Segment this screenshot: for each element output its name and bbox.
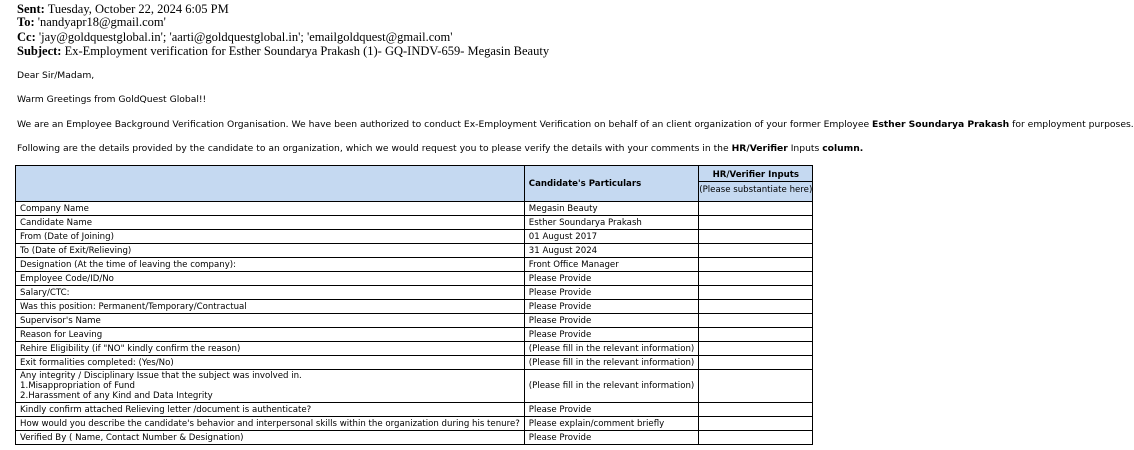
request-bold-hr: HR/Verifier	[731, 143, 788, 154]
sent-value: Tuesday, October 22, 2024 6:05 PM	[47, 2, 229, 16]
salutation: Dear Sir/Madam,	[17, 70, 95, 81]
integrity-line-1: Any integrity / Disciplinary Issue that the subject was involved in.	[20, 371, 302, 381]
row-value: Front Office Manager	[524, 258, 698, 272]
header-cell-blank	[16, 166, 525, 202]
row-value: Please Provide	[524, 272, 698, 286]
row-label: Candidate Name	[16, 216, 525, 230]
to-label: To:	[17, 15, 35, 29]
table-row	[16, 202, 813, 216]
table-row	[16, 356, 813, 370]
row-value: Esther Soundarya Prakash	[524, 216, 698, 230]
row-value: Please explain/comment briefly	[524, 417, 698, 431]
verifier-input-cell[interactable]	[699, 216, 813, 230]
row-label: Verified By ( Name, Contact Number & Designation)	[16, 431, 525, 445]
table-header-row	[16, 166, 813, 202]
row-value: Please Provide	[524, 300, 698, 314]
to-value: 'nandyapr18@gmail.com'	[37, 15, 166, 29]
table-row	[16, 230, 813, 244]
header-hr-verifier	[699, 166, 813, 202]
row-label: How would you describe the candidate's behavior and interpersonal skills within the organization during his tenure?	[16, 417, 525, 431]
table-row	[16, 403, 813, 417]
email-cc-line	[17, 30, 452, 45]
table-row	[16, 342, 813, 356]
row-value: (Please fill in the relevant information)	[524, 370, 698, 403]
verifier-input-cell[interactable]	[699, 244, 813, 258]
verifier-input-cell[interactable]	[699, 417, 813, 431]
table-row	[16, 272, 813, 286]
row-label: Reason for Leaving	[16, 328, 525, 342]
verifier-input-cell[interactable]	[699, 202, 813, 216]
intro-prefix: We are an Employee Background Verification Organisation. We have been authorized to conduct Ex-Employment Verification on behalf of an client organization of your former Employee	[17, 119, 873, 130]
email-to-line	[17, 15, 166, 30]
table-row	[16, 258, 813, 272]
row-value: Please Provide	[524, 314, 698, 328]
sent-label: Sent:	[17, 2, 45, 16]
verifier-input-cell[interactable]	[699, 356, 813, 370]
row-label: Company Name	[16, 202, 525, 216]
verifier-input-cell[interactable]	[699, 431, 813, 445]
row-value: Please Provide	[524, 286, 698, 300]
table-row-integrity	[16, 370, 813, 403]
verifier-input-cell[interactable]	[699, 328, 813, 342]
table-row	[16, 417, 813, 431]
request-prefix: Following are the details provided by the candidate to an organization, which we would request you to please verify the details with your comments in the	[17, 143, 732, 154]
row-label: Rehire Eligibility (if "NO" kindly confirm the reason)	[16, 342, 525, 356]
row-label: Supervisor's Name	[16, 314, 525, 328]
verifier-input-cell[interactable]	[699, 370, 813, 403]
row-value: 31 August 2024	[524, 244, 698, 258]
cc-label: Cc:	[17, 30, 36, 44]
table-row	[16, 244, 813, 258]
verifier-input-cell[interactable]	[699, 300, 813, 314]
row-value: 01 August 2017	[524, 230, 698, 244]
request-mid: Inputs	[787, 143, 823, 154]
row-label: Designation (At the time of leaving the company):	[16, 258, 525, 272]
hr-verifier-title: HR/Verifier Inputs	[699, 169, 812, 182]
row-value: Megasin Beauty	[524, 202, 698, 216]
row-label: Salary/CTC:	[16, 286, 525, 300]
request-paragraph	[17, 143, 863, 155]
hr-verifier-subtitle: (Please substantiate here)	[699, 185, 813, 195]
row-label: From (Date of Joining)	[16, 230, 525, 244]
verifier-input-cell[interactable]	[699, 258, 813, 272]
row-label: To (Date of Exit/Relieving)	[16, 244, 525, 258]
table-row	[16, 431, 813, 445]
table-row	[16, 314, 813, 328]
row-label: Employee Code/ID/No	[16, 272, 525, 286]
cc-value: 'jay@goldquestglobal.in'; 'aarti@goldquestglobal.in'; 'emailgoldquest@gmail.com'	[38, 30, 453, 44]
verifier-input-cell[interactable]	[699, 314, 813, 328]
row-label: Kindly confirm attached Relieving letter /document is authenticate?	[16, 403, 525, 417]
integrity-line-3: 2.Harassment of any Kind and Data Integrity	[20, 391, 213, 401]
subject-value: Ex-Employment verification for Esther Soundarya Prakash (1)- GQ-INDV-659- Megasin Beauty	[64, 44, 550, 58]
subject-label: Subject:	[17, 44, 62, 58]
row-label: Exit formalities completed: (Yes/No)	[16, 356, 525, 370]
table-row	[16, 328, 813, 342]
intro-suffix: for employment purposes.	[1009, 119, 1134, 130]
row-value: (Please fill in the relevant information)	[524, 356, 698, 370]
integrity-line-2: 1.Misappropriation of Fund	[20, 381, 135, 391]
intro-paragraph	[17, 119, 1134, 131]
request-bold-column: column.	[822, 143, 864, 154]
verifier-input-cell[interactable]	[699, 230, 813, 244]
row-value: (Please fill in the relevant information)	[524, 342, 698, 356]
header-candidate-particulars: Candidate's Particulars	[524, 166, 698, 202]
verifier-input-cell[interactable]	[699, 342, 813, 356]
email-subject-line	[17, 44, 549, 59]
row-value: Please Provide	[524, 403, 698, 417]
verifier-input-cell[interactable]	[699, 272, 813, 286]
table-row	[16, 216, 813, 230]
intro-candidate-name: Esther Soundarya Prakash	[872, 119, 1010, 130]
table-row	[16, 300, 813, 314]
verifier-input-cell[interactable]	[699, 403, 813, 417]
row-value: Please Provide	[524, 431, 698, 445]
table-row	[16, 286, 813, 300]
greeting: Warm Greetings from GoldQuest Global!!	[17, 94, 207, 105]
verification-table	[15, 165, 813, 445]
row-label: Was this position: Permanent/Temporary/Contractual	[16, 300, 525, 314]
integrity-label	[16, 370, 525, 403]
verifier-input-cell[interactable]	[699, 286, 813, 300]
row-value: Please Provide	[524, 328, 698, 342]
